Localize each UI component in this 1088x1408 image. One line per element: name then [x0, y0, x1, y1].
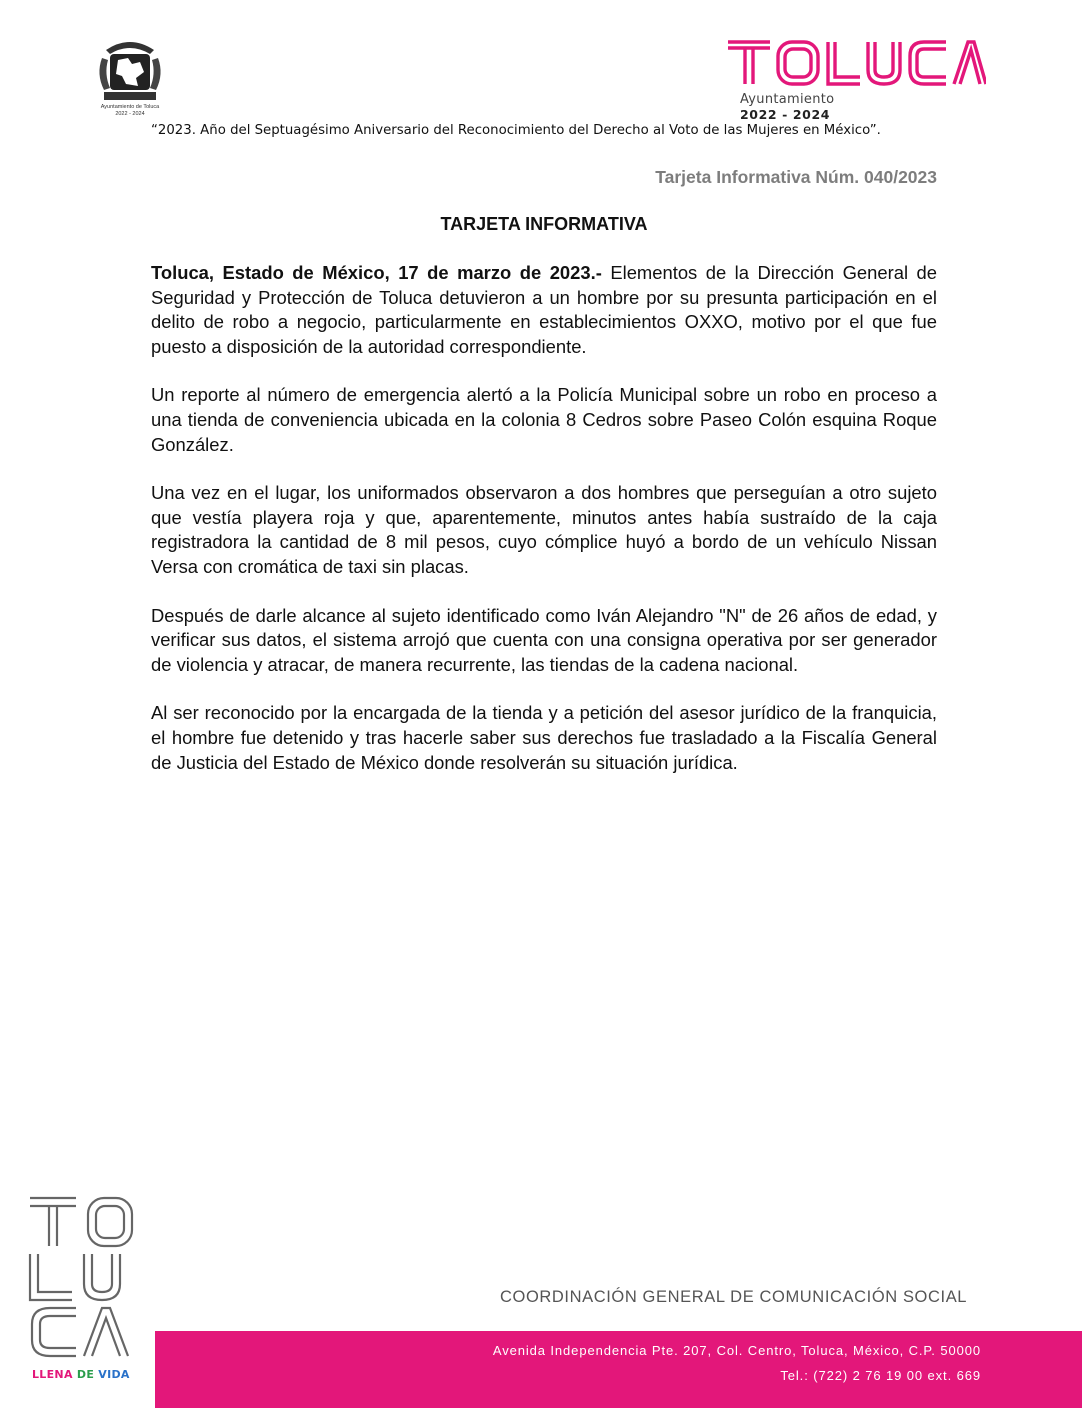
municipal-seal-logo [88, 38, 172, 120]
body-paragraph: Una vez en el lugar, los uniformados observaron a dos hombres que perseguían a otro sujeto que vestía playera roja y que, aparentemente, minutos antes había sustraído de la caja registradora la cantidad de 8 mil pesos, cuyo cómplice huyó a bordo de un vehículo Nissan Versa con cromática de taxi sin placas. [151, 482, 937, 577]
brand-subtitle: Ayuntamiento [740, 92, 835, 107]
footer-phone: Tel.: (722) 2 76 19 00 ext. 669 [780, 1368, 981, 1383]
document-body [151, 261, 937, 799]
document-title: TARJETA INFORMATIVA [440, 214, 648, 234]
dateline: Toluca, Estado de México, 17 de marzo de 2023.- [151, 262, 602, 283]
year-motto: “2023. Año del Septuagésimo Aniversario del Reconocimiento del Derecho al Voto de las Mujeres en México”. [151, 123, 881, 138]
seal-caption: Ayuntamiento de Toluca [100, 104, 160, 110]
body-paragraph: Al ser reconocido por la encargada de la tienda y a petición del asesor jurídico de la franquicia, el hombre fue detenido y tras hacerle saber sus derechos fue trasladado a la Fiscalía General de Justicia del Estado de México donde resolverán su situación jurídica. [151, 702, 937, 773]
seal-emblem-icon [88, 38, 172, 104]
toluca-brand-logo [724, 36, 986, 126]
card-number: Tarjeta Informativa Núm. 040/2023 [655, 167, 937, 187]
coordination-label: COORDINACIÓN GENERAL DE COMUNICACIÓN SOCIAL [500, 1288, 968, 1306]
footer-address: Avenida Independencia Pte. 207, Col. Centro, Toluca, México, C.P. 50000 [492, 1343, 981, 1358]
body-paragraph: Después de darle alcance al sujeto identificado como Iván Alejandro "N" de 26 años de edad, y verificar sus datos, el sistema arrojó que cuenta con una consigna operativa por ser generador de violencia y atracar, de manera recurrente, las tiendas de la cadena nacional. [151, 604, 937, 675]
seal-caption-years: 2022 - 2024 [115, 111, 145, 117]
footer-slogan: LLENA DE VIDA [32, 1368, 130, 1381]
toluca-wordmark-icon [724, 36, 986, 88]
lead-paragraph [151, 261, 937, 359]
body-paragraph: Un reporte al número de emergencia alertó a la Policía Municipal sobre un robo en proceso a una tienda de conveniencia ubicada en la colonia 8 Cedros sobre Paseo Colón esquina Roque González. [151, 384, 937, 455]
brand-years: 2022 - 2024 [740, 107, 831, 122]
lead-text: Elementos de la Dirección General de Seguridad y Protección de Toluca detuvieron a un hombre por su presunta participación en el delito de robo a negocio, particularmente en establecimientos OXXO, motivo por el que fue puesto a disposición de la autoridad correspondiente. [151, 262, 937, 357]
toluca-stacked-wordmark-icon [26, 1192, 146, 1364]
footer-toluca-logo [26, 1192, 146, 1392]
